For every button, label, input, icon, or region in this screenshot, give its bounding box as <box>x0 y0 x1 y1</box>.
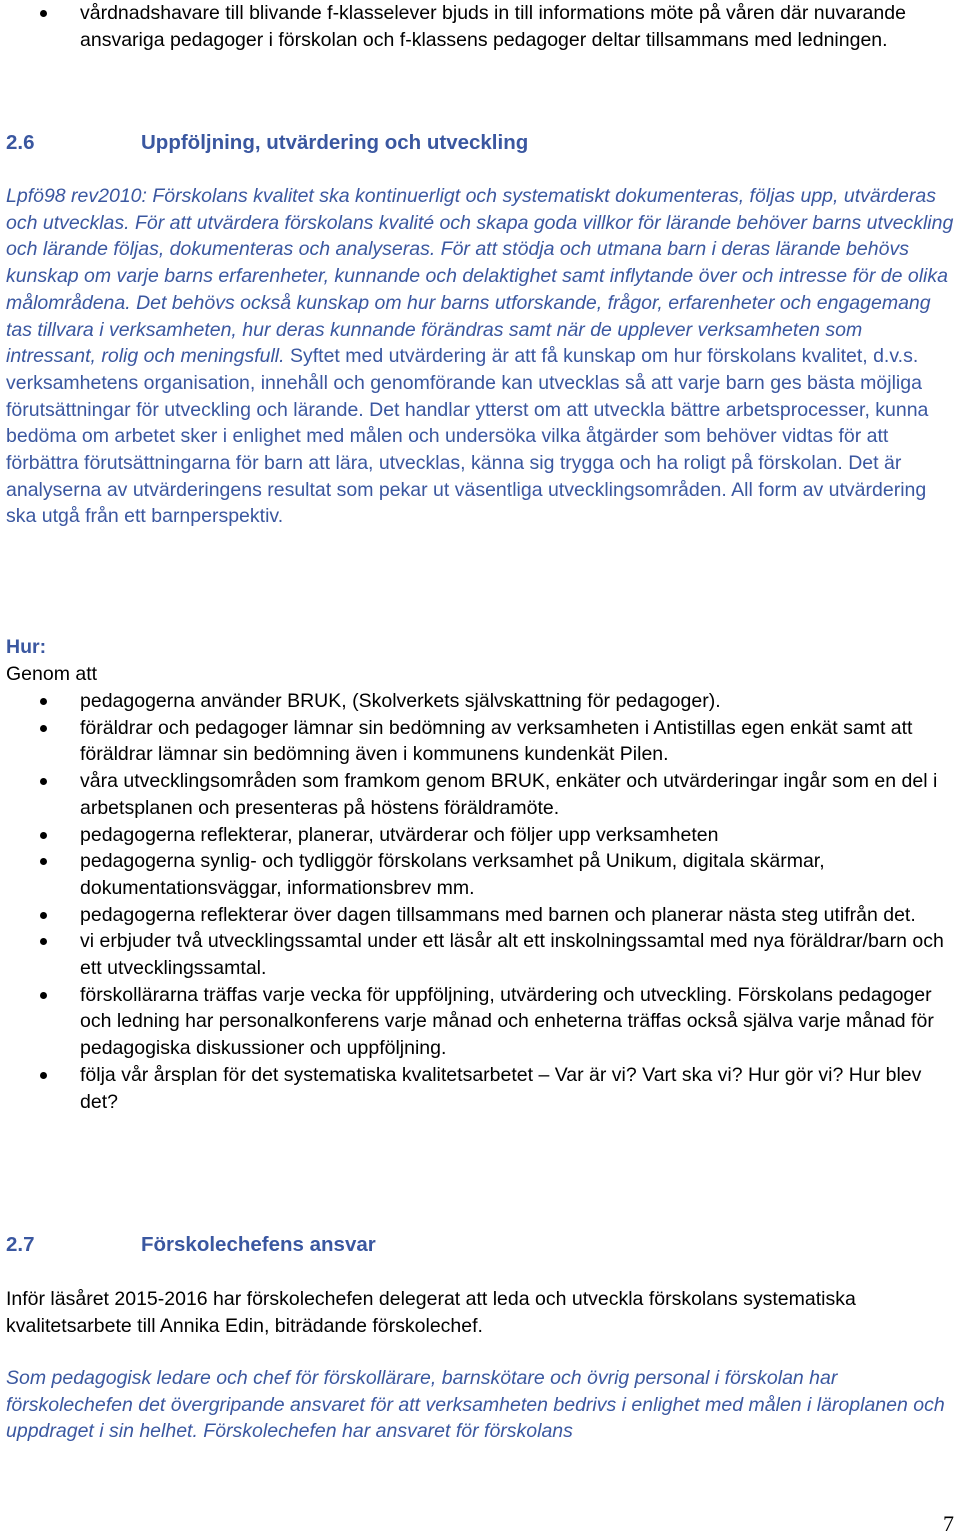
list-item-text: pedagogerna reflekterar över dagen tillsammans med barnen och planerar nästa steg utifrån det. <box>80 903 916 926</box>
section-heading-2-6 <box>6 130 528 157</box>
list-item <box>0 982 956 1062</box>
bullet-icon <box>40 725 47 732</box>
list-item-text: vårdnadshavare till blivande f-klasselever bjuds in till informations möte på våren där nuvarande ansvariga pedagoger i förskolan och f-klassens pedagoger deltar tillsammans med ledningen. <box>80 2 906 51</box>
section-title: Uppföljning, utvärdering och utveckling <box>141 131 529 154</box>
section-number: 2.7 <box>6 1233 35 1256</box>
responsibility-paragraph: Som pedagogisk ledare och chef för förskollärare, barnskötare och övrig personal i förskolan har förskolechefen det övergripande ansvaret för att verksamheten bedrivs i enlighet med målen i läroplanen och uppdraget i sin helhet. Förskolechefen har ansvaret för förskolans <box>6 1367 945 1443</box>
section-heading-2-7 <box>6 1232 376 1259</box>
purpose-text: Syftet med utvärdering är att få kunskap om hur förskolans kvalitet, d.v.s. verksamhetens organisation, innehåll och genomförande kan utvecklas så att varje barn ges bästa möjliga förutsättningar för utveckling och lärande. Det handlar ytterst om att utveckla bättre arbetsprocesser, kunna bedöma om arbetet sker i enlighet med målen och undersöka vilka åtgärder som behöver vidtas för att förbättra förutsättningarna för barn att lära, utvecklas, känna sig trygga och ha roligt på förskolan. Det är analyserna av utvärderingens resultat som pekar ut väsentliga utvecklingsområden. All form av utvärdering ska utgå från ett barnperspektiv. <box>6 345 929 528</box>
genom-att-label: Genom att <box>6 663 98 685</box>
list-item <box>0 902 956 929</box>
section-title: Förskolechefens ansvar <box>141 1233 376 1256</box>
list-item <box>0 688 956 715</box>
list-item <box>0 0 956 53</box>
how-bullet-list <box>0 688 956 1115</box>
section-number: 2.6 <box>6 131 35 154</box>
list-item <box>0 822 956 849</box>
list-item-text: föräldrar och pedagoger lämnar sin bedömning av verksamheten i Antistillas egen enkät samt att föräldrar lämnar sin bedömning även i kommunens kundenkät Pilen. <box>80 716 913 766</box>
bullet-icon <box>40 832 47 839</box>
delegation-paragraph: Inför läsåret 2015-2016 har förskolechefen delegerat att leda och utveckla förskolans systematiska kvalitetsarbete till Annika Edin, biträdande förskolechef. <box>6 1288 856 1337</box>
bullet-icon <box>40 778 47 785</box>
bullet-icon <box>40 938 47 945</box>
bullet-icon <box>40 858 47 865</box>
list-item <box>0 848 956 901</box>
list-item <box>0 768 956 821</box>
list-item-text: följa vår årsplan för det systematiska kvalitetsarbetet – Var är vi? Vart ska vi? Hur gör vi? Hur blev det? <box>80 1063 922 1113</box>
bullet-icon <box>40 912 47 919</box>
page-number: 7 <box>943 1511 954 1536</box>
list-item-text: pedagogerna reflekterar, planerar, utvärderar och följer upp verksamheten <box>80 823 719 846</box>
hur-label: Hur: <box>6 636 47 658</box>
intro-paragraph <box>6 183 956 530</box>
bullet-icon <box>40 698 47 705</box>
list-item-text: vi erbjuder två utvecklingssamtal under ett läsår alt ett inskolningssamtal med nya föräldrar/barn och ett utvecklingssamtal. <box>80 930 944 980</box>
bullet-icon <box>40 10 47 17</box>
curriculum-quote: Lpfö98 rev2010: Förskolans kvalitet ska kontinuerligt och systematiskt dokumenteras, följas upp, utvärderas och utvecklas. För att utvärdera förskolans kvalité och skapa goda villkor för lärande behöver barns utveckling och lärande följas, dokumenteras och analyseras. För att stödja och utmana barn i deras lärande behövs kunskap om varje barns erfarenheter, kunnande och delaktighet samt inflytande över och intresse för de olika målområdena. Det behövs också kunskap om hur barns utforskande, frågor, erfarenheter och engagemang tas tillvara i verksamheten, hur deras kunnande förändras samt när de upplever verksamheten som intressant, rolig och meningsfull. <box>6 185 954 368</box>
bullet-icon <box>40 992 47 999</box>
list-item <box>0 928 956 981</box>
list-item-text: pedagogerna använder BRUK, (Skolverkets självskattning för pedagoger). <box>80 690 721 712</box>
list-item <box>0 1062 956 1115</box>
bullet-icon <box>40 1072 47 1079</box>
list-item-text: förskollärarna träffas varje vecka för uppföljning, utvärdering och utveckling. Förskolans pedagoger och ledning har personalkonferens varje månad och enheterna träffas också själva varje månad för pedagogiska diskussioner och uppföljning. <box>80 983 934 1060</box>
list-item <box>0 715 956 768</box>
top-bullet-list <box>0 0 956 53</box>
list-item-text: pedagogerna synlig- och tydliggör förskolans verksamhet på Unikum, digitala skärmar, dokumentationsväggar, informationsbrev mm. <box>80 850 825 899</box>
list-item-text: våra utvecklingsområden som framkom genom BRUK, enkäter och utvärderingar ingår som en del i arbetsplanen och presenteras på höstens föräldramöte. <box>80 770 938 819</box>
